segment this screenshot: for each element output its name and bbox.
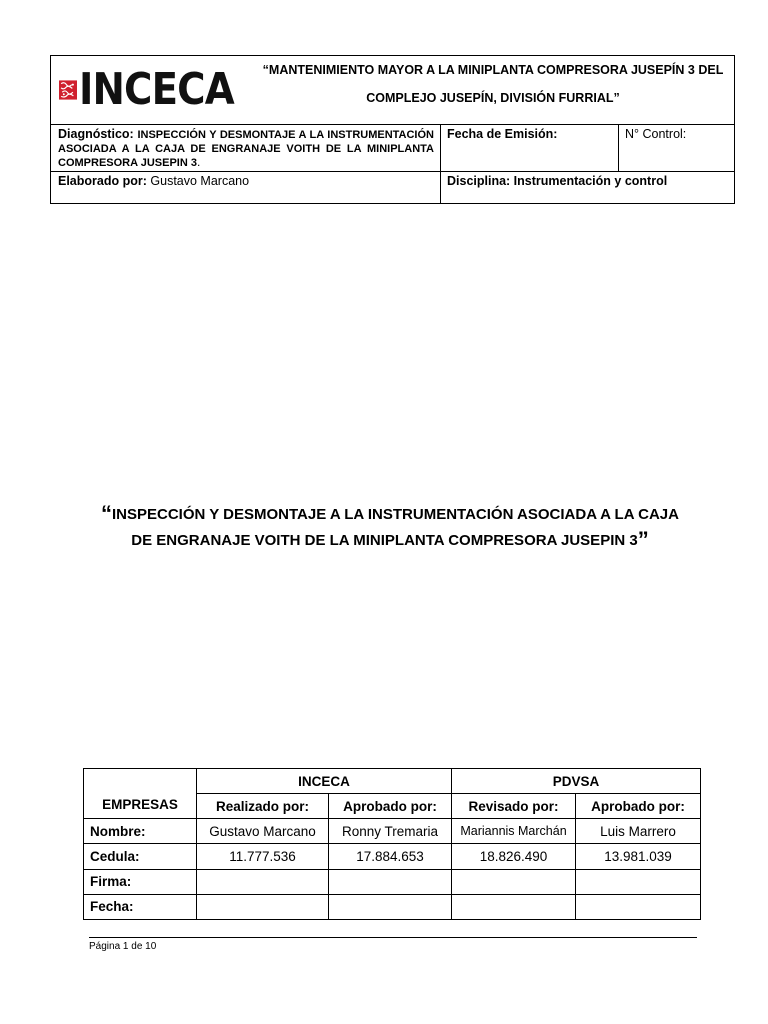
page-number: Página 1 de 10 — [89, 941, 157, 952]
row-label: Cedula: — [84, 844, 197, 869]
disciplina-label: Disciplina: Instrumentación y control — [447, 174, 668, 188]
document-title-line2 — [90, 528, 690, 554]
elaborado-value: Gustavo Marcano — [150, 174, 250, 188]
column-header: Revisado por: — [452, 794, 576, 819]
control-number-label: N° Control: — [625, 127, 687, 141]
table-cell: 17.884.653 — [329, 844, 452, 869]
date-field[interactable] — [197, 894, 329, 919]
header-divider — [618, 124, 619, 171]
empresas-label: EMPRESAS — [84, 769, 197, 819]
open-quote: “ — [101, 501, 112, 526]
header-table — [50, 55, 735, 204]
date-field[interactable] — [576, 894, 701, 919]
company-pdvsa: PDVSA — [452, 769, 701, 794]
date-field[interactable] — [452, 894, 576, 919]
signature-table — [83, 768, 701, 920]
logo-text: INCECA — [79, 64, 234, 115]
diagnostico-value: INSPECCIÓN Y DESMONTAJE A LA INSTRUMENTACIÓN ASOCIADA A LA CAJA DE ENGRANAJE VOITH DE LA MINIPLANTA COMPRESORA JUSEPIN 3 — [58, 129, 434, 169]
close-quote: ” — [637, 527, 649, 552]
company-inceca: INCECA — [197, 769, 452, 794]
signature-field[interactable] — [452, 869, 576, 894]
column-header: Aprobado por: — [576, 794, 701, 819]
row-label: Nombre: — [84, 819, 197, 844]
company-logo — [59, 64, 255, 115]
document-title-text2: DE ENGRANAJE VOITH DE LA MINIPLANTA COMPRESORA JUSEPIN 3 — [131, 532, 638, 549]
table-cell: Mariannis Marchán — [452, 819, 576, 844]
fecha-emision-label: Fecha de Emisión: — [447, 127, 558, 141]
table-cell: Ronny Tremaria — [329, 819, 452, 844]
signature-field[interactable] — [197, 869, 329, 894]
document-title-text1: INSPECCIÓN Y DESMONTAJE A LA INSTRUMENTACIÓN ASOCIADA A LA CAJA — [112, 506, 679, 523]
header-divider — [51, 124, 734, 125]
table-row — [84, 894, 701, 919]
logo-mark-icon — [59, 72, 77, 108]
diagnostico-cell — [58, 128, 434, 170]
document-title-line1 — [90, 502, 690, 528]
column-header: Aprobado por: — [329, 794, 452, 819]
column-header: Realizado por: — [197, 794, 329, 819]
signature-field[interactable] — [576, 869, 701, 894]
header-divider — [51, 171, 734, 172]
table-row — [84, 819, 701, 844]
table-cell: 13.981.039 — [576, 844, 701, 869]
elaborado-cell — [58, 175, 249, 188]
elaborado-label: Elaborado por: — [58, 174, 147, 188]
header-divider — [440, 124, 441, 203]
row-label: Fecha: — [84, 894, 197, 919]
table-cell: Luis Marrero — [576, 819, 701, 844]
table-cell: 11.777.536 — [197, 844, 329, 869]
table-cell: Gustavo Marcano — [197, 819, 329, 844]
project-title-line1: “MANTENIMIENTO MAYOR A LA MINIPLANTA COMPRESORA JUSEPÍN 3 DEL — [262, 63, 724, 77]
project-title — [253, 56, 733, 112]
table-cell: 18.826.490 — [452, 844, 576, 869]
date-field[interactable] — [329, 894, 452, 919]
row-label: Firma: — [84, 869, 197, 894]
diagnostico-end: . — [196, 155, 201, 169]
footer-divider — [89, 937, 697, 938]
diagnostico-label: Diagnóstico: — [58, 127, 134, 141]
project-title-line2: COMPLEJO JUSEPÍN, DIVISIÓN FURRIAL” — [366, 91, 620, 105]
table-row — [84, 869, 701, 894]
document-title — [90, 502, 690, 554]
signature-field[interactable] — [329, 869, 452, 894]
table-row — [84, 844, 701, 869]
